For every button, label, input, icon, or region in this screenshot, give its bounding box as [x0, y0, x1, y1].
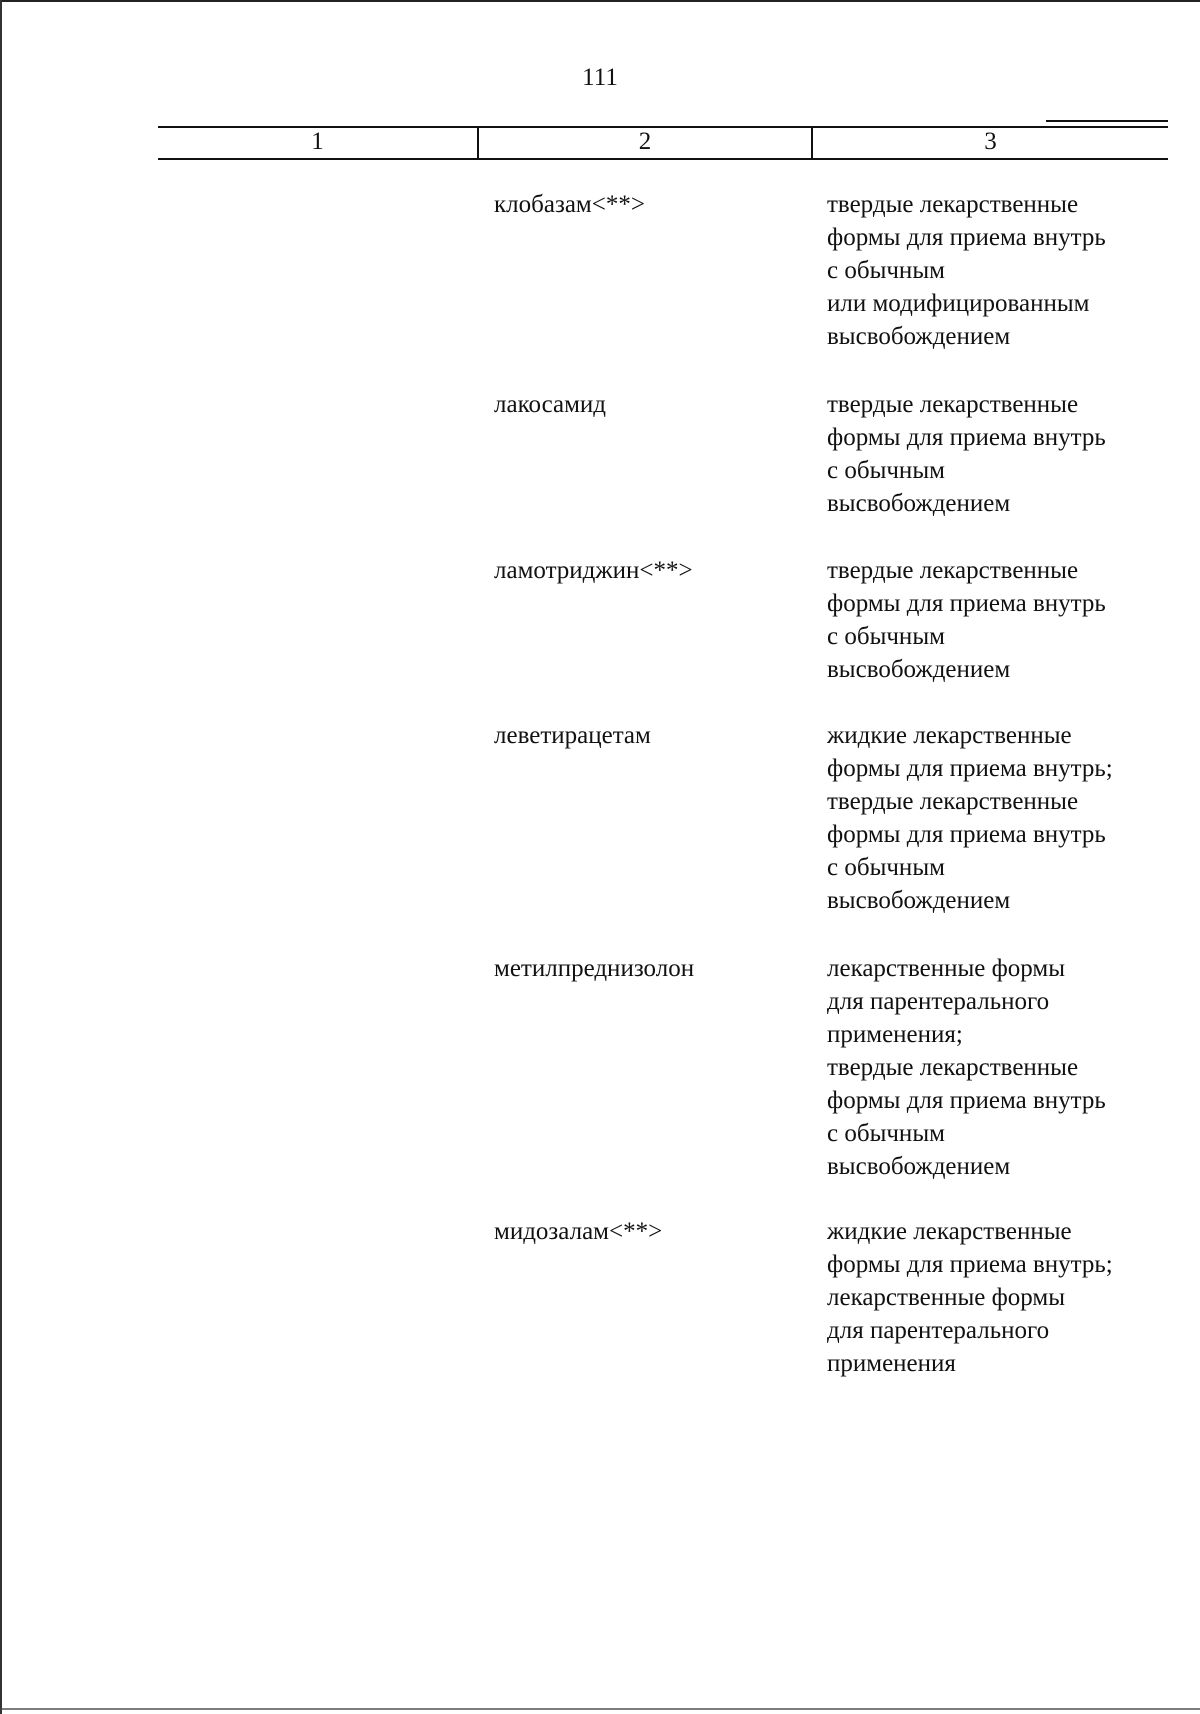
drug-name: метилпреднизолон	[494, 955, 695, 982]
header-top-rule-extension	[1046, 120, 1168, 122]
dosage-forms: твердые лекарственные формы для приема внутрь с обычным или модифицированным высвобождением	[827, 191, 1106, 350]
dosage-forms: жидкие лекарственные формы для приема внутрь; лекарственные формы для парентерального применения	[827, 1218, 1113, 1377]
dosage-forms: твердые лекарственные формы для приема внутрь с обычным высвобождением	[827, 391, 1106, 517]
column-header-1: 1	[311, 128, 324, 155]
drug-name: лакосамид	[494, 391, 606, 418]
drug-name: ламотриджин<**>	[494, 557, 693, 584]
drug-name: мидозалам<**>	[494, 1218, 663, 1245]
page-number: 111	[582, 64, 618, 91]
drug-name: клобазам<**>	[494, 191, 645, 218]
drug-name: леветирацетам	[494, 722, 651, 749]
scan-edge-bottom	[0, 1708, 1200, 1710]
scan-edge-left	[0, 0, 2, 1714]
dosage-forms: жидкие лекарственные формы для приема внутрь; твердые лекарственные формы для приема внутрь с обычным высвобождением	[827, 722, 1113, 914]
column-header-3: 3	[984, 128, 997, 155]
table-header	[158, 126, 1168, 159]
column-header-2: 2	[638, 128, 652, 155]
header-bottom-rule	[158, 158, 1168, 160]
dosage-forms: твердые лекарственные формы для приема внутрь с обычным высвобождением	[827, 557, 1106, 683]
dosage-forms: лекарственные формы для парентерального применения; твердые лекарственные формы для приема внутрь с обычным высвобождением	[827, 955, 1106, 1180]
scan-edge-top	[0, 0, 1200, 2]
